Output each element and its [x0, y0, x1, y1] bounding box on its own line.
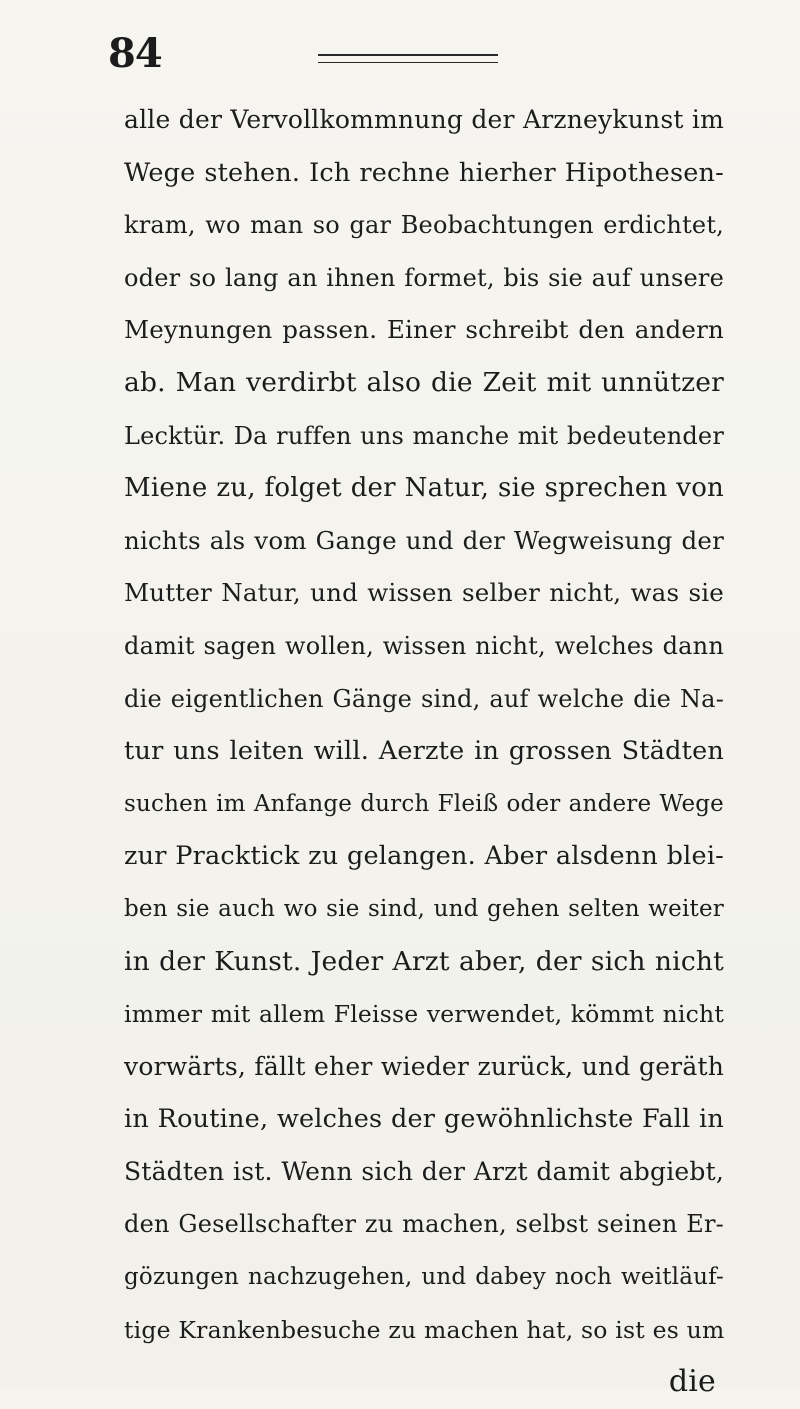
text-line: Miene zu, folget der Natur, sie sprechen von	[124, 473, 724, 504]
text-line: Meynungen passen. Einer schreibt den andern	[124, 315, 724, 345]
text-line: immer mit allem Fleisse verwendet, kömmt nicht	[124, 1000, 724, 1029]
text-line: tige Krankenbesuche zu machen hat, so ist es um	[124, 1315, 725, 1344]
text-line: in Routine, welches der gewöhnlichste Fall in	[124, 1104, 724, 1135]
text-line: zur Pracktick zu gelangen. Aber alsdenn blei-	[124, 841, 724, 872]
text-line: Städten ist. Wenn sich der Arzt damit abgiebt,	[124, 1156, 724, 1186]
text-line: in der Kunst. Jeder Arzt aber, der sich nicht	[124, 945, 724, 977]
text-line: nichts als vom Gange und der Wegweisung der	[124, 525, 724, 555]
header-rule	[318, 54, 498, 63]
text-line: damit sagen wollen, wissen nicht, welches dann	[124, 631, 724, 660]
text-line: den Gesellschafter zu machen, selbst seinen Er-	[124, 1210, 724, 1239]
body-text	[124, 94, 724, 1409]
text-line: ab. Man verdirbt also die Zeit mit unnützer	[124, 366, 724, 398]
page-number: 84	[108, 30, 162, 77]
catchword: die	[668, 1364, 716, 1400]
text-line: oder so lang an ihnen formet, bis sie auf unsere	[124, 263, 724, 292]
text-line: vorwärts, fällt eher wieder zurück, und geräth	[124, 1051, 724, 1081]
text-line: kram, wo man so gar Beobachtungen erdichtet,	[124, 211, 724, 240]
text-line: tur uns leiten will. Aerzte in grossen Städten	[124, 736, 724, 767]
text-line: Wege stehen. Ich rechne hierher Hipothesen-	[124, 157, 724, 188]
text-line: gözungen nachzugehen, und dabey noch weitläuf-	[124, 1264, 724, 1291]
text-line: ben sie auch wo sie sind, und gehen selten weiter	[124, 895, 724, 922]
text-line: Mutter Natur, und wissen selber nicht, was sie	[124, 578, 724, 608]
text-line: Lecktür. Da ruffen uns manche mit bedeutender	[124, 421, 724, 450]
text-line: die eigentlichen Gänge sind, auf welche die Na-	[124, 684, 724, 713]
text-line: alle der Vervollkommnung der Arzneykunst im	[124, 105, 724, 134]
text-line: suchen im Anfange durch Fleiß oder andere Wege	[124, 790, 724, 817]
